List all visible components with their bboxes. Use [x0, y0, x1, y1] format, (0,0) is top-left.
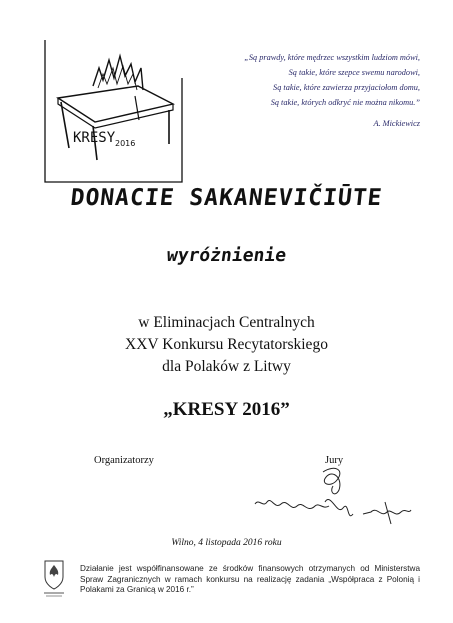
- event-title: „KRESY 2016”: [163, 399, 290, 420]
- quote-line-1: „Są prawdy, które mędrzec wszystkim ludziom mówi,: [244, 53, 420, 62]
- jury-signatures: [245, 462, 415, 534]
- organizers-label: Organizatorzy: [94, 455, 154, 466]
- award-title: wyróżnienie: [165, 245, 288, 266]
- kresy-logo: [43, 38, 184, 184]
- mickiewicz-quote: [196, 50, 420, 110]
- body-line-3: dla Polaków z Litwy: [162, 358, 291, 375]
- funding-note: Działanie jest współfinansowane ze środków finansowych otrzymanych od Ministerstwa Spraw Zagranicznych w ramach konkursu na realizację zadania „Współpraca z Polonią i Polakami za Granicą w 2016 r.”: [80, 564, 420, 594]
- body-line-1: w Eliminacjach Centralnych: [138, 314, 315, 331]
- jury-label: Jury: [325, 455, 344, 466]
- logo-year: 2016: [115, 139, 136, 148]
- body-line-2: XXV Konkursu Recytatorskiego: [125, 336, 328, 353]
- quote-line-3: Są takie, które zawierza przyjaciołom domu,: [273, 83, 420, 92]
- quote-line-4: Są takie, których odkryć nie można nikomu.”: [270, 98, 420, 107]
- recipient-name: DONACIE SAKANEVIČIŪTE: [69, 185, 384, 211]
- place-date: Wilno, 4 listopada 2016 roku: [171, 538, 282, 548]
- ministry-crest-icon: [40, 557, 68, 599]
- quote-author: A. Mickiewicz: [373, 119, 420, 128]
- quote-line-2: Są takie, które szepce swemu narodowi,: [288, 68, 420, 77]
- logo-text: KRESY: [73, 130, 116, 146]
